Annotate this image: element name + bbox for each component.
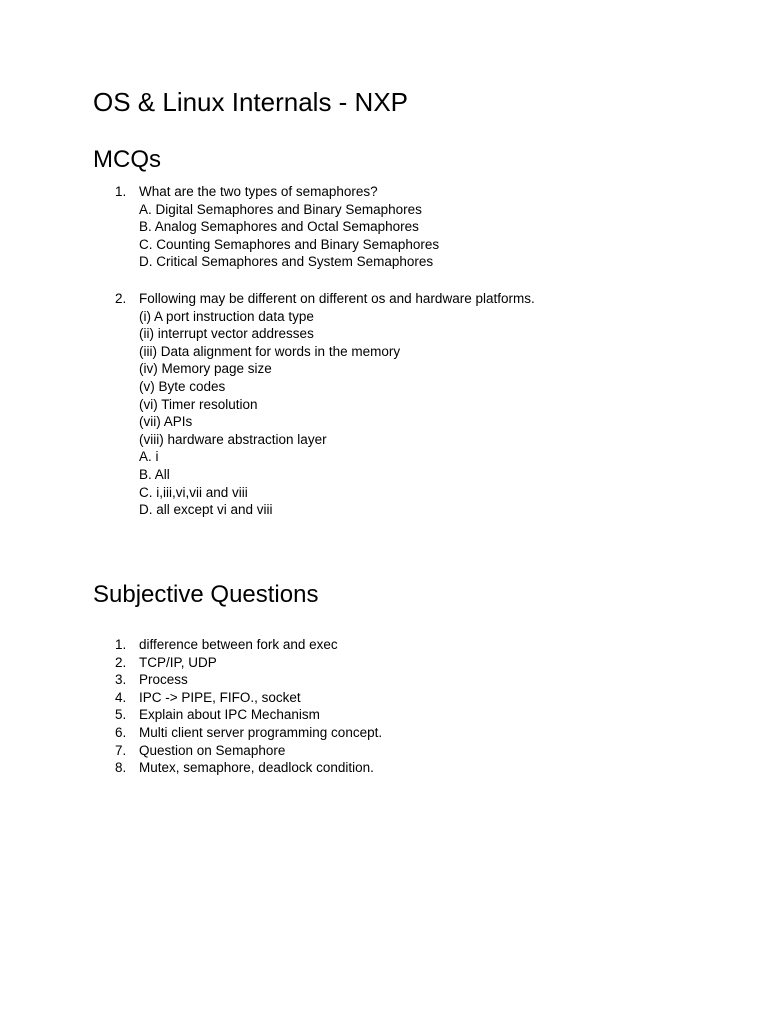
list-item [0, 742, 768, 760]
list-item [0, 636, 768, 654]
question-number: 1. [115, 184, 127, 199]
statement-line: (v) Byte codes [139, 378, 226, 394]
statement-line: (ii) interrupt vector addresses [139, 326, 314, 342]
item-number: 8. [115, 760, 127, 776]
statement-line: (i) A port instruction data type [139, 308, 314, 324]
statement-line: (vii) APIs [139, 414, 193, 430]
answer-option: D. Critical Semaphores and System Semaphores [139, 254, 434, 270]
item-number: 2. [115, 654, 127, 670]
mcq-question [0, 290, 768, 519]
item-number: 5. [115, 707, 127, 723]
answer-option: C. i,iii,vi,vii and viii [139, 484, 248, 500]
list-item [0, 759, 768, 777]
item-text: Question on Semaphore [139, 742, 286, 758]
document-title: OS & Linux Internals - NXP [93, 87, 409, 117]
item-text: IPC -> PIPE, FIFO., socket [139, 689, 301, 705]
item-text: TCP/IP, UDP [139, 654, 217, 670]
item-number: 3. [115, 672, 127, 688]
list-item [0, 706, 768, 724]
item-number: 1. [115, 637, 127, 652]
mcq-question-2 [0, 290, 768, 519]
answer-option: A. Digital Semaphores and Binary Semaphores [139, 201, 422, 217]
list-item [0, 724, 768, 742]
subjective-question-list [0, 636, 768, 777]
item-text: Multi client server programming concept. [139, 724, 383, 740]
item-text: Explain about IPC Mechanism [139, 707, 320, 723]
mcq-section-heading: MCQs [93, 146, 161, 173]
statement-line: (iv) Memory page size [139, 361, 272, 377]
answer-option: D. all except vi and viii [139, 502, 273, 518]
item-text: difference between fork and exec [139, 637, 338, 652]
answer-option: C. Counting Semaphores and Binary Semaphores [139, 236, 440, 252]
statement-line: (vi) Timer resolution [139, 396, 258, 412]
item-number: 6. [115, 724, 127, 740]
list-item [0, 654, 768, 672]
question-text: What are the two types of semaphores? [139, 184, 378, 199]
item-text: Process [139, 672, 188, 688]
answer-option: B. All [139, 466, 170, 482]
answer-option: B. Analog Semaphores and Octal Semaphores [139, 219, 419, 235]
list-item [0, 689, 768, 707]
item-number: 7. [115, 742, 127, 758]
question-number: 2. [115, 291, 127, 306]
statement-line: (iii) Data alignment for words in the memory [139, 343, 401, 359]
mcq-question [0, 183, 768, 271]
mcq-question-1 [0, 183, 768, 271]
item-text: Mutex, semaphore, deadlock condition. [139, 760, 374, 776]
subjective-section-heading: Subjective Questions [93, 581, 319, 608]
statement-line: (viii) hardware abstraction layer [139, 431, 327, 447]
item-number: 4. [115, 689, 127, 705]
list-item [0, 671, 768, 689]
answer-option: A. i [139, 449, 159, 465]
question-text: Following may be different on different os and hardware platforms. [139, 291, 535, 306]
